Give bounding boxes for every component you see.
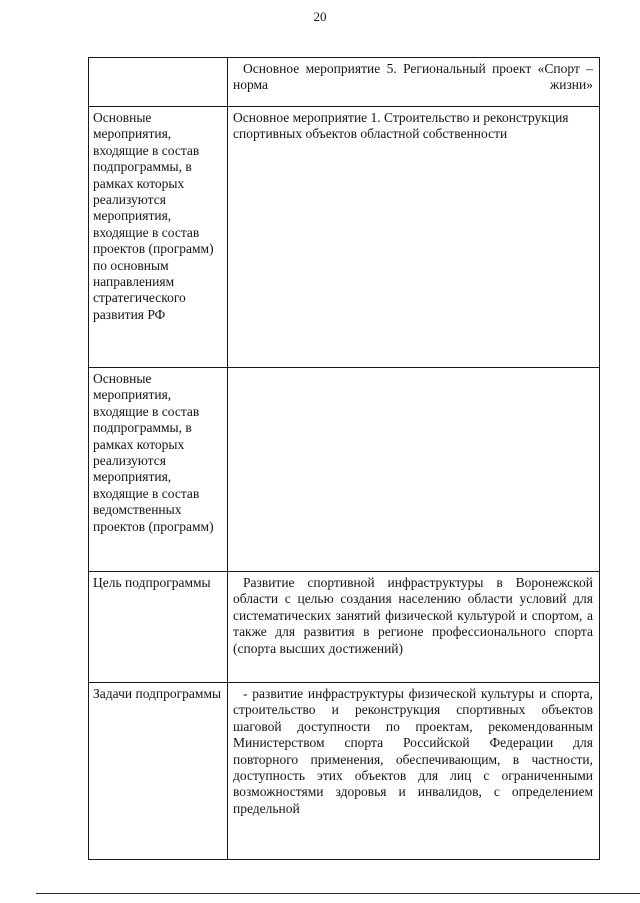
row-content-departmental-activities — [228, 368, 600, 572]
page-number: 20 — [313, 9, 327, 24]
row-content-text: - развитие инфраструктуры физической культуры и спорта, строительство и реконструкция спортивных объектов шаговой доступности по проектам, рекомендованным Министерством спорта Российской Федерации для повторного применения, обеспечивающим, в частности, доступность этих объектов для лиц с ограниченными возможностями здоровья и инвалидов, с определением предельной — [233, 686, 593, 816]
row-content-text: Основное мероприятие 1. Строительство и реконструкция спортивных объектов областной собственности — [233, 110, 569, 142]
header-label-cell — [89, 58, 228, 107]
table-row — [89, 368, 600, 572]
header-content-cell — [228, 58, 600, 107]
table-row — [89, 572, 600, 683]
row-label-departmental-activities: Основные мероприятия, входящие в состав подпрограммы, в рамках которых реализуются мероприятия, входящие в состав ведомственных проектов (программ) — [89, 368, 228, 572]
table-row — [89, 58, 600, 107]
header-content-text: Основное мероприятие 5. Региональный проект «Спорт – норма жизни» — [233, 61, 593, 93]
table-row — [89, 683, 600, 860]
row-label-goal: Цель подпрограммы — [89, 572, 228, 683]
footer-rule — [36, 893, 640, 894]
row-label-main-activities: Основные мероприятия, входящие в состав подпрограммы, в рамках которых реализуются мероприятия, входящие в состав проектов (программ) по основным направлениям стратегического развития РФ — [89, 107, 228, 368]
row-content-main-activities — [228, 107, 600, 368]
row-content-goal — [228, 572, 600, 683]
passport-table — [88, 57, 600, 860]
table-row — [89, 107, 600, 368]
row-content-text: Развитие спортивной инфраструктуры в Воронежской области с целью создания населению области условий для систематических занятий физической культурой и спортом, а также для развития в регионе профессионального спорта (спорта высших достижений) — [233, 575, 593, 656]
row-label-tasks: Задачи подпрограммы — [89, 683, 228, 860]
row-content-tasks — [228, 683, 600, 860]
